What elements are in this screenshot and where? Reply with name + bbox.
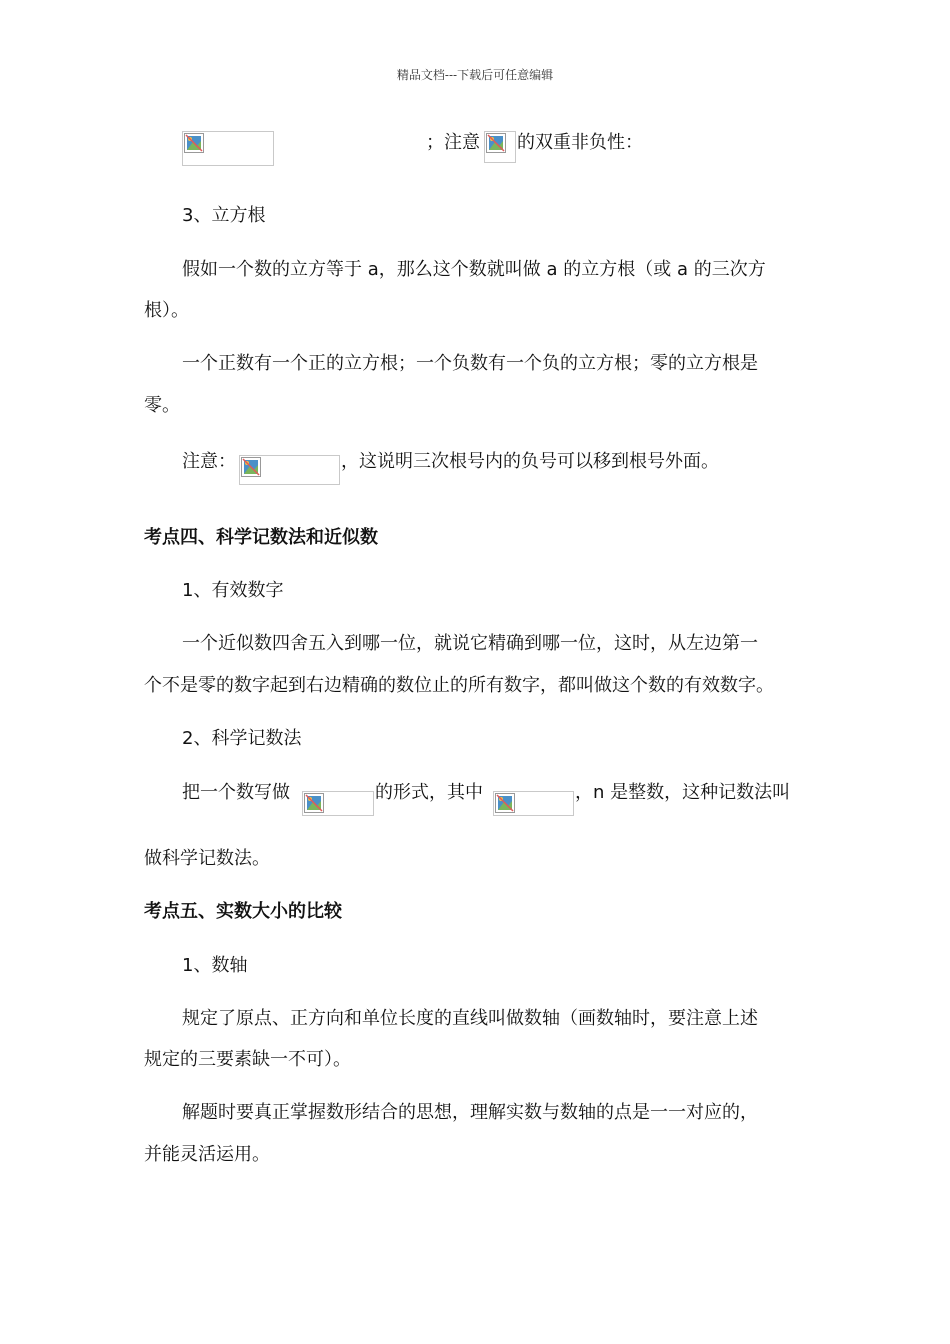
paragraph: 的形式，其中 [375, 782, 483, 803]
paragraph: 并能灵活运用。 [144, 1144, 270, 1165]
note-text: 的双重非负性： [517, 132, 643, 153]
paragraph: 根）。 [144, 300, 189, 321]
subsection-title: 2、科学记数法 [182, 728, 302, 749]
paragraph: 规定了原点、正方向和单位长度的直线叫做数轴（画数轴时，要注意上述 [182, 1008, 758, 1029]
paragraph: 规定的三要素缺一不可）。 [144, 1049, 351, 1070]
formula-image [493, 791, 574, 816]
section-heading: 考点四、科学记数法和近似数 [144, 527, 378, 548]
note-label: 注意： [182, 451, 236, 472]
note-text: ；注意 [426, 132, 480, 153]
formula-image [484, 131, 516, 163]
broken-image-icon [495, 793, 515, 813]
section-heading: 考点五、实数大小的比较 [144, 901, 342, 922]
paragraph: ，这说明三次根号内的负号可以移到根号外面。 [341, 451, 719, 472]
subsection-title: 1、有效数字 [182, 580, 284, 601]
page-header: 精品文档---下载后可任意编辑 [396, 68, 554, 82]
broken-image-icon [241, 457, 261, 477]
paragraph: 个不是零的数字起到右边精确的数位止的所有数字，都叫做这个数的有效数字。 [144, 675, 774, 696]
broken-image-icon [184, 133, 204, 153]
formula-image [302, 791, 374, 816]
formula-image [182, 131, 274, 166]
paragraph: 一个近似数四舍五入到哪一位，就说它精确到哪一位，这时，从左边第一 [182, 633, 758, 654]
paragraph: 把一个数写做 [182, 782, 290, 803]
paragraph: 解题时要真正掌握数形结合的思想，理解实数与数轴的点是一一对应的， [182, 1102, 758, 1123]
subsection-title: 3、立方根 [182, 205, 266, 226]
paragraph: 一个正数有一个正的立方根；一个负数有一个负的立方根；零的立方根是 [182, 353, 758, 374]
broken-image-icon [304, 793, 324, 813]
paragraph: 做科学记数法。 [144, 848, 270, 869]
subsection-title: 1、数轴 [182, 955, 248, 976]
formula-image [239, 455, 340, 485]
paragraph: 零。 [144, 395, 180, 416]
paragraph: 假如一个数的立方等于 a，那么这个数就叫做 a 的立方根（或 a 的三次方 [182, 259, 766, 280]
paragraph: ，n 是整数，这种记数法叫 [575, 782, 791, 803]
broken-image-icon [486, 133, 506, 153]
